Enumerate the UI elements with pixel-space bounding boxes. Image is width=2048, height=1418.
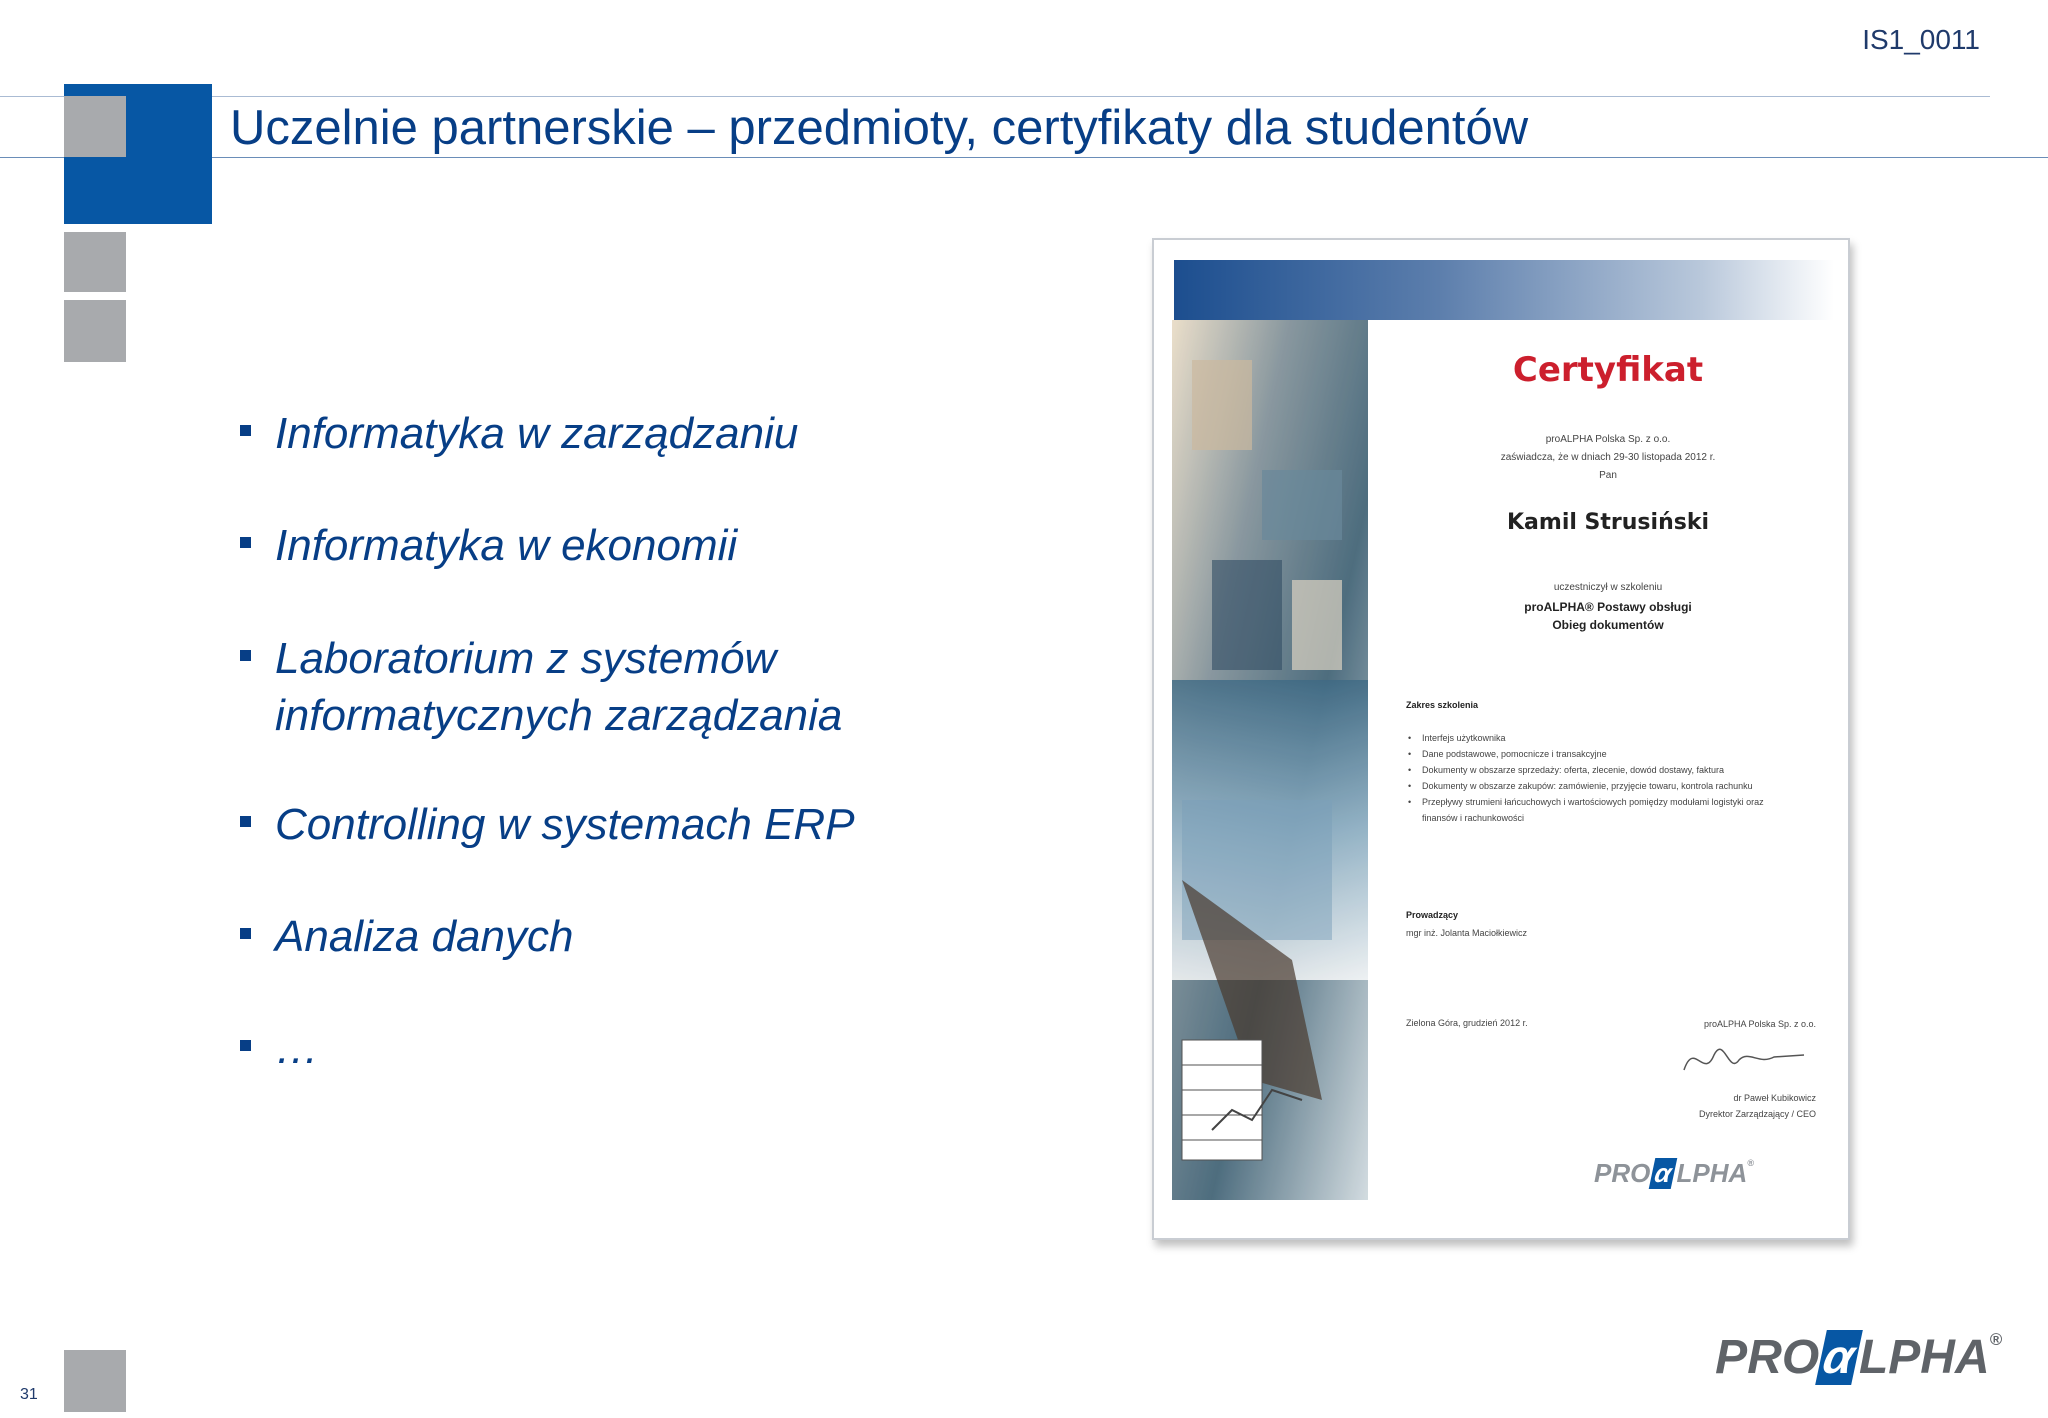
certificate-recipient: Kamil Strusiński — [1507, 510, 1709, 535]
certificate-trainer-heading: Prowadzący — [1406, 910, 1459, 920]
list-item: • Dokumenty w obszarze zakupów: zamówienie, przyjęcie towaru, kontrola rachunku — [1406, 778, 1766, 794]
list-item-text: … — [275, 1024, 319, 1073]
certificate-participated: uczestniczył w szkoleniu — [1553, 582, 1663, 593]
certificate-proalpha-logo: PROαLPHA® — [1594, 1158, 1754, 1188]
list-item-text: Informatyka w ekonomii — [275, 521, 738, 570]
certificate-confirm-line: zaświadcza, że w dniach 29-30 listopada 2012 r. — [1500, 452, 1716, 463]
certificate-scope-list — [1406, 730, 1766, 826]
certificate-ceo-name: dr Paweł Kubikowicz — [1733, 1093, 1816, 1103]
list-item — [240, 517, 1000, 574]
square-bullet-icon — [240, 650, 251, 661]
square-bullet-icon — [240, 928, 251, 939]
list-item-text: Controlling w systemach ERP — [275, 800, 855, 849]
certificate-photo-collage — [1172, 320, 1368, 1200]
list-item: • Dane podstawowe, pomocnicze i transakcyjne — [1406, 746, 1766, 762]
page-number: 31 — [20, 1386, 38, 1403]
list-item: • Dokumenty w obszarze sprzedaży: oferta, zlecenie, dowód dostawy, faktura — [1406, 762, 1766, 778]
square-bullet-icon — [240, 816, 251, 827]
certificate-image — [1152, 238, 1850, 1240]
certificate-salutation: Pan — [1599, 470, 1617, 481]
list-item-text: Analiza danych — [275, 912, 574, 961]
certificate-company-sign: proALPHA Polska Sp. z o.o. — [1703, 1019, 1816, 1029]
list-item-text: Laboratorium z systemów informatycznych zarządzania — [275, 634, 843, 740]
signature-mark — [1674, 1035, 1814, 1085]
decor-square — [64, 300, 126, 362]
slide-title: Uczelnie partnerskie – przedmioty, certyfikaty dla studentów — [230, 101, 1529, 155]
certificate-header-band — [1174, 260, 1834, 320]
header-rule-top — [0, 96, 1990, 97]
certificate-place-date: Zielona Góra, grudzień 2012 r. — [1406, 1018, 1528, 1028]
list-item — [240, 1020, 1000, 1077]
certificate-issuer: proALPHA Polska Sp. z o.o. — [1545, 434, 1671, 445]
decor-square — [64, 1350, 126, 1412]
decor-square — [64, 96, 126, 157]
list-item — [240, 908, 1000, 965]
proalpha-logo: PROαLPHA® — [1715, 1330, 2002, 1384]
list-item — [240, 405, 1000, 462]
certificate-trainer-name: mgr inż. Jolanta Maciołkiewicz — [1406, 928, 1528, 938]
certificate-course-line: Obieg dokumentów — [1552, 618, 1664, 632]
square-bullet-icon — [240, 537, 251, 548]
square-bullet-icon — [240, 1040, 251, 1051]
list-item — [240, 796, 1000, 853]
list-item — [240, 630, 880, 744]
decor-square — [64, 232, 126, 292]
list-item: • Interfejs użytkownika — [1406, 730, 1766, 746]
list-item-text: Informatyka w zarządzaniu — [275, 409, 799, 458]
document-id: IS1_0011 — [1862, 24, 1980, 55]
list-item: • Przepływy strumieni łańcuchowych i wartościowych pomiędzy modułami logistyki oraz finansów i rachunkowości — [1406, 794, 1766, 826]
certificate-course — [1368, 598, 1848, 634]
square-bullet-icon — [240, 425, 251, 436]
certificate-scope-heading: Zakres szkolenia — [1406, 700, 1479, 710]
certificate-title: Certyfikat — [1512, 350, 1704, 390]
certificate-ceo-role: Dyrektor Zarządzający / CEO — [1698, 1109, 1816, 1119]
certificate-course-line: proALPHA® Postawy obsługi — [1524, 600, 1692, 614]
